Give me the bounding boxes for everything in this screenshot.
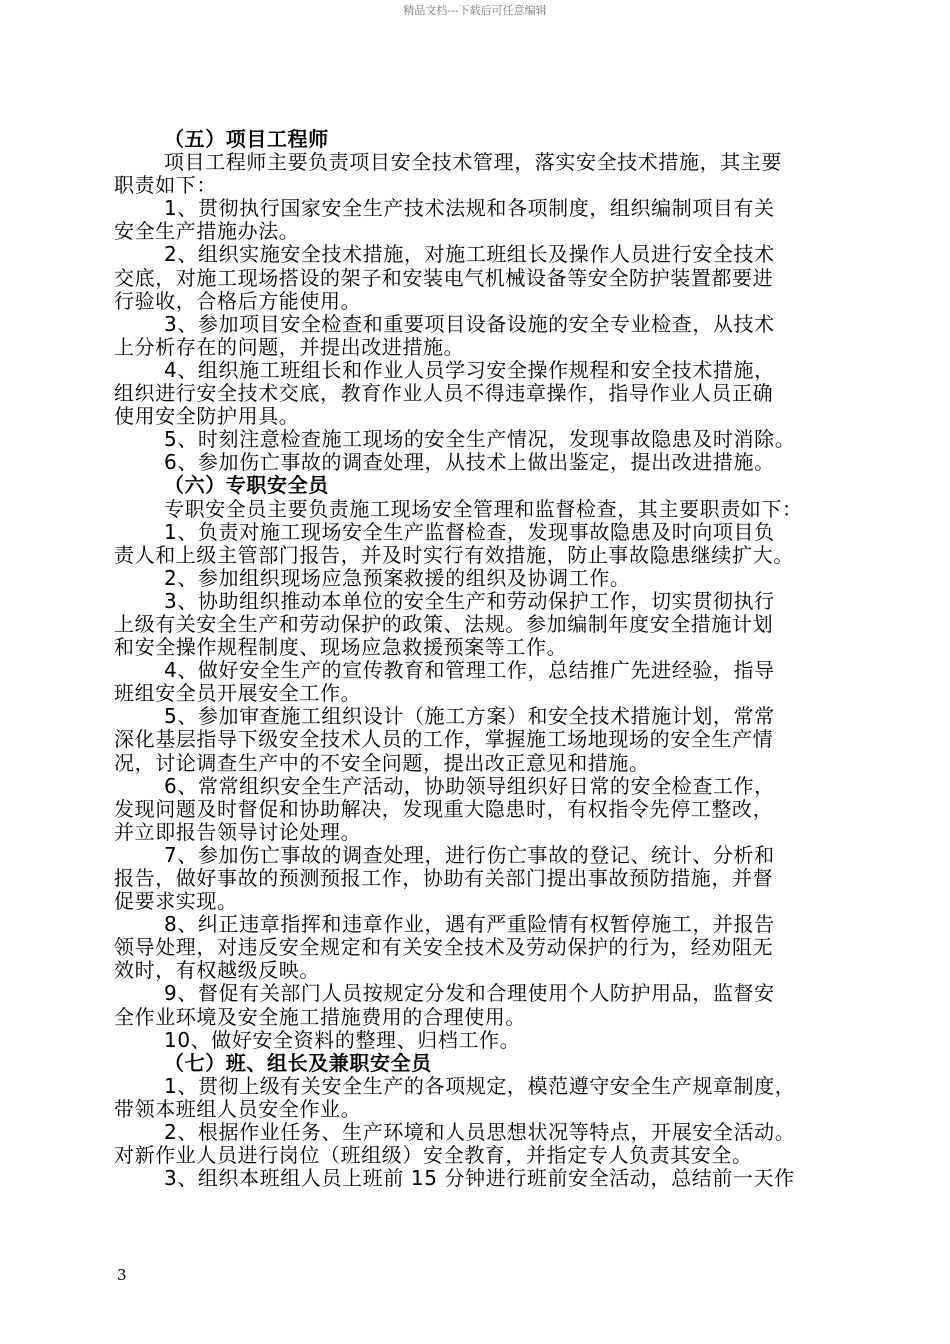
text-line: 5、时刻注意检查施工现场的安全生产情况，发现事故隐患及时消除。 xyxy=(164,427,796,452)
section-heading: （五）项目工程师 xyxy=(164,127,329,151)
text-line: 项目工程师主要负责项目安全技术管理，落实安全技术措施，其主要 xyxy=(164,150,782,175)
text-line: 专职安全员主要负责施工现场安全管理和监督检查，其主要职责如下： xyxy=(164,496,803,521)
text-line: 使用安全防护用具。 xyxy=(114,404,300,429)
text-line: 9、督促有关部门人员按规定分发和合理使用个人防护用品，监督安 xyxy=(164,981,775,1006)
text-line: 7、参加伤亡事故的调查处理，进行伤亡事故的登记、统计、分析和 xyxy=(164,842,775,867)
text-line: 3、参加项目安全检查和重要项目设备设施的安全专业检查，从技术 xyxy=(164,311,775,336)
text-line: 1、负责对施工现场安全生产监督检查，发现事故隐患及时向项目负 xyxy=(164,519,775,544)
text-line: 促要求实现。 xyxy=(114,889,238,914)
text-line: 况，讨论调查生产中的不安全问题，提出改正意见和措施。 xyxy=(114,750,650,775)
text-line: 效时，有权越级反映。 xyxy=(114,958,320,983)
text-line: 交底，对施工现场搭设的架子和安装电气机械设备等安全防护装置都要进 xyxy=(114,265,774,290)
text-line: 和安全操作规程制度、现场应急救援预案等工作。 xyxy=(114,635,568,660)
text-line: 发现问题及时督促和协助解决，发现重大隐患时，有权指令先停工整改， xyxy=(114,796,774,821)
text-line: 6、常常组织安全生产活动，协助领导组织好日常的安全检查工作， xyxy=(164,773,775,798)
text-line: 2、根据作业任务、生产环境和人员思想状况等特点，开展安全活动。 xyxy=(164,1120,796,1145)
section-heading: （六）专职安全员 xyxy=(164,473,329,498)
text-line: 3、组织本班组人员上班前 15 分钟进行班前安全活动，总结前一天作 xyxy=(164,1166,795,1191)
text-line: 全作业环境及安全施工措施费用的合理使用。 xyxy=(114,1004,526,1029)
text-line: 3、协助组织推动本单位的安全生产和劳动保护工作，切实贯彻执行 xyxy=(164,588,775,613)
text-line: 行验收，合格后方能使用。 xyxy=(114,288,362,313)
text-line: 1、贯彻执行国家安全生产技术法规和各项制度，组织编制项目有关 xyxy=(164,196,775,221)
text-line: 5、参加审查施工组织设计（施工方案）和安全技术措施计划，常常 xyxy=(164,704,775,729)
text-line: 8、纠正违章指挥和违章作业，遇有严重险情有权暂停施工，并报告 xyxy=(164,912,775,937)
text-line: 上级有关安全生产和劳动保护的政策、法规。参加编制年度安全措施计划 xyxy=(114,611,774,636)
text-line: 深化基层指导下级安全技术人员的工作，掌握施工场地现场的安全生产情 xyxy=(114,727,774,752)
text-line: 责人和上级主管部门报告，并及时实行有效措施，防止事故隐患继续扩大。 xyxy=(114,542,794,567)
text-line: 10、做好安全资料的整理、归档工作。 xyxy=(164,1027,521,1052)
text-line: 对新作业人员进行岗位（班组级）安全教育，并指定专人负责其安全。 xyxy=(114,1143,753,1168)
text-line: 职责如下： xyxy=(114,173,217,198)
text-line: 4、组织施工班组长和作业人员学习安全操作规程和安全技术措施， xyxy=(164,357,775,382)
page-header: 精品文档---下载后可任意编辑 xyxy=(403,4,547,17)
text-line: 2、参加组织现场应急预案救援的组织及协调工作。 xyxy=(164,565,631,590)
text-line: 组织进行安全技术交底，教育作业人员不得违章操作，指导作业人员正确 xyxy=(114,381,774,406)
text-line: 6、参加伤亡事故的调查处理，从技术上做出鉴定，提出改进措施。 xyxy=(164,450,775,475)
text-line: 2、组织实施安全技术措施，对施工班组长及操作人员进行安全技术 xyxy=(164,242,775,267)
page-number: 3 xyxy=(117,1266,127,1284)
text-line: 4、做好安全生产的宣传教育和管理工作，总结推广先进经验，指导 xyxy=(164,658,775,683)
text-line: 带领本班组人员安全作业。 xyxy=(114,1096,362,1121)
text-line: 安全生产措施办法。 xyxy=(114,219,300,244)
section-heading: （七）班、组长及兼职安全员 xyxy=(164,1050,432,1075)
text-line: 班组安全员开展安全工作。 xyxy=(114,681,362,706)
document-body xyxy=(114,128,838,1190)
text-line: 1、贯彻上级有关安全生产的各项规定，模范遵守安全生产规章制度， xyxy=(164,1073,796,1098)
text-line: 领导处理，对违反安全规定和有关安全技术及劳动保护的行为，经劝阻无 xyxy=(114,935,774,960)
text-line: 报告，做好事故的预测预报工作，协助有关部门提出事故预防措施，并督 xyxy=(114,866,774,890)
text-line: 并立即报告领导讨论处理。 xyxy=(114,819,362,844)
text-line: 上分析存在的问题，并提出改进措施。 xyxy=(114,334,465,359)
